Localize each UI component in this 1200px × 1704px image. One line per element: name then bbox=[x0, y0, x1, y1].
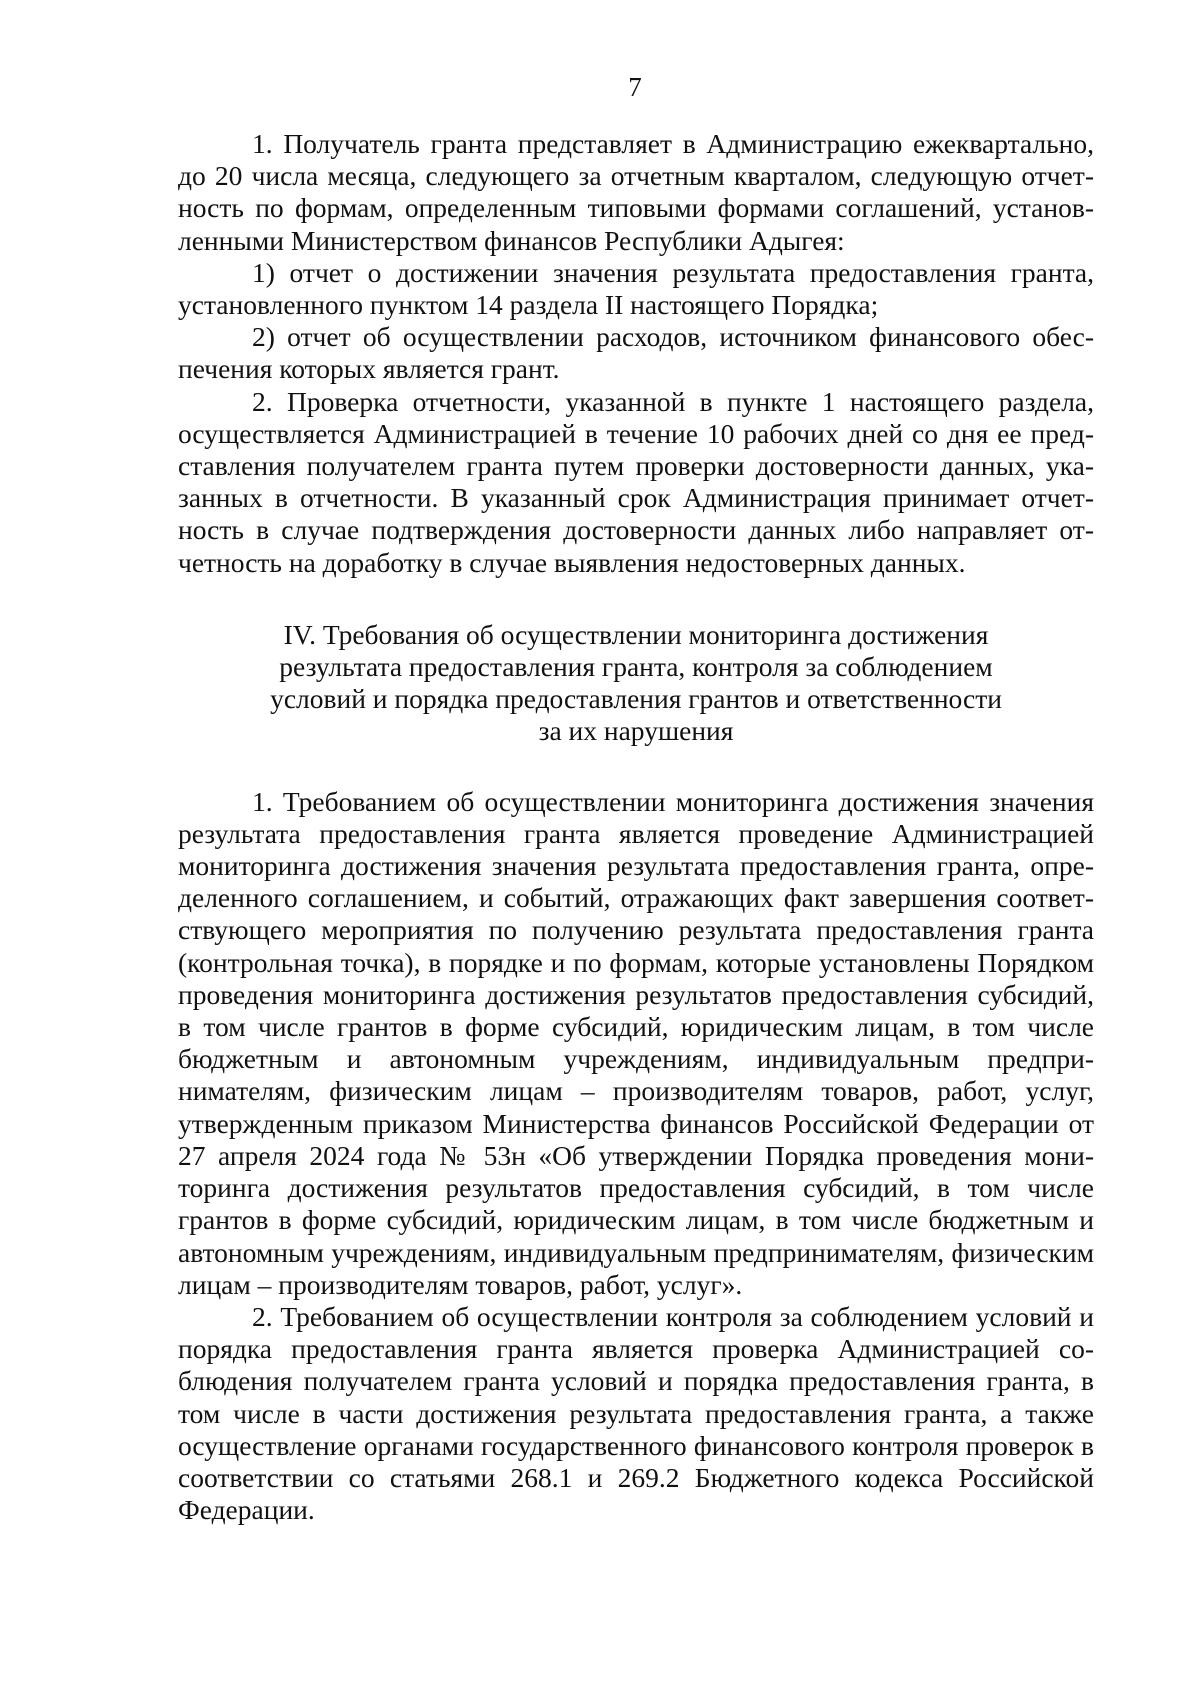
document-body bbox=[178, 128, 1094, 1526]
section3-paragraph-1-item-2: 2) отчет об осуществлении расходов, источником финансового обеспечения которых является грант. bbox=[178, 321, 1094, 385]
page-number: 7 bbox=[628, 72, 642, 102]
section3-paragraph-1: 1. Получатель гранта представляет в Администрацию ежеквартально, до 20 числа месяца, следующего за отчетным кварталом, следующую отчетность по формам, определенным типовыми формами соглашений, установленными Министерством финансов Республики Адыгея: bbox=[178, 128, 1094, 256]
section4-heading-line-2: результата предоставления гранта, контроля за соблюдением bbox=[279, 651, 993, 683]
section4-paragraph-2: 2. Требованием об осуществлении контроля за соблюдением условий и порядка предоставления гранта является проверка Администрацией соблюдения получателем гранта условий и порядка предоставления гранта, в том числе в части достижения результата предоставления гранта, а также осуществление органами государственного финансового контроля проверок в соответствии со статьями 268.1 и 269.2 Бюджетного кодекса Российской Федерации. bbox=[178, 1300, 1094, 1526]
section4-heading-line-4: за их нарушения bbox=[538, 715, 734, 747]
section4-heading-line-1: IV. Требования об осуществлении мониторинга достижения bbox=[283, 618, 989, 650]
section3-paragraph-1-item-1: 1) отчет о достижении значения результата предоставления гранта, установленного пунктом 14 раздела II настоящего Порядка; bbox=[178, 256, 1094, 321]
section4-heading-line-3: условий и порядка предоставления грантов и ответственности bbox=[270, 683, 1002, 715]
section4-heading bbox=[178, 619, 1094, 748]
section4-paragraph-1: 1. Требованием об осуществлении мониторинга достижения значения результата предоставления гранта является проведение Администрацией мониторинга достижения значения результата предоставления гранта, определенного соглашением, и событий, отражающих факт завершения соответствующего мероприятия по получению результата предоставления гранта (контрольная точка), в порядке и по формам, которые установлены Порядком проведения мониторинга достижения результатов предоставления субсидий, в том числе грантов в форме субсидий, юридическим лицам, в том числе бюджетным и автономным учреждениям, индивидуальным предпринимателям, физическим лицам – производителям товаров, работ, услуг, утвержденным приказом Министерства финансов Российской Федерации от 27 апреля 2024 года № 53н «Об утверждении Порядка проведения мониторинга достижения результатов предоставления субсидий, в том числе грантов в форме субсидий, юридическим лицам, в том числе бюджетным и автономным учреждениям, индивидуальным предпринимателям, физическим лицам – производителям товаров, работ, услуг». bbox=[178, 785, 1094, 1300]
section3-paragraph-2: 2. Проверка отчетности, указанной в пункте 1 настоящего раздела, осуществляется Администрацией в течение 10 рабочих дней со дня ее представления получателем гранта путем проверки достоверности данных, указанных в отчетности. В указанный срок Администрация принимает отчетность в случае подтверждения достоверности данных либо направляет отчетность на доработку в случае выявления недостоверных данных. bbox=[178, 385, 1094, 578]
